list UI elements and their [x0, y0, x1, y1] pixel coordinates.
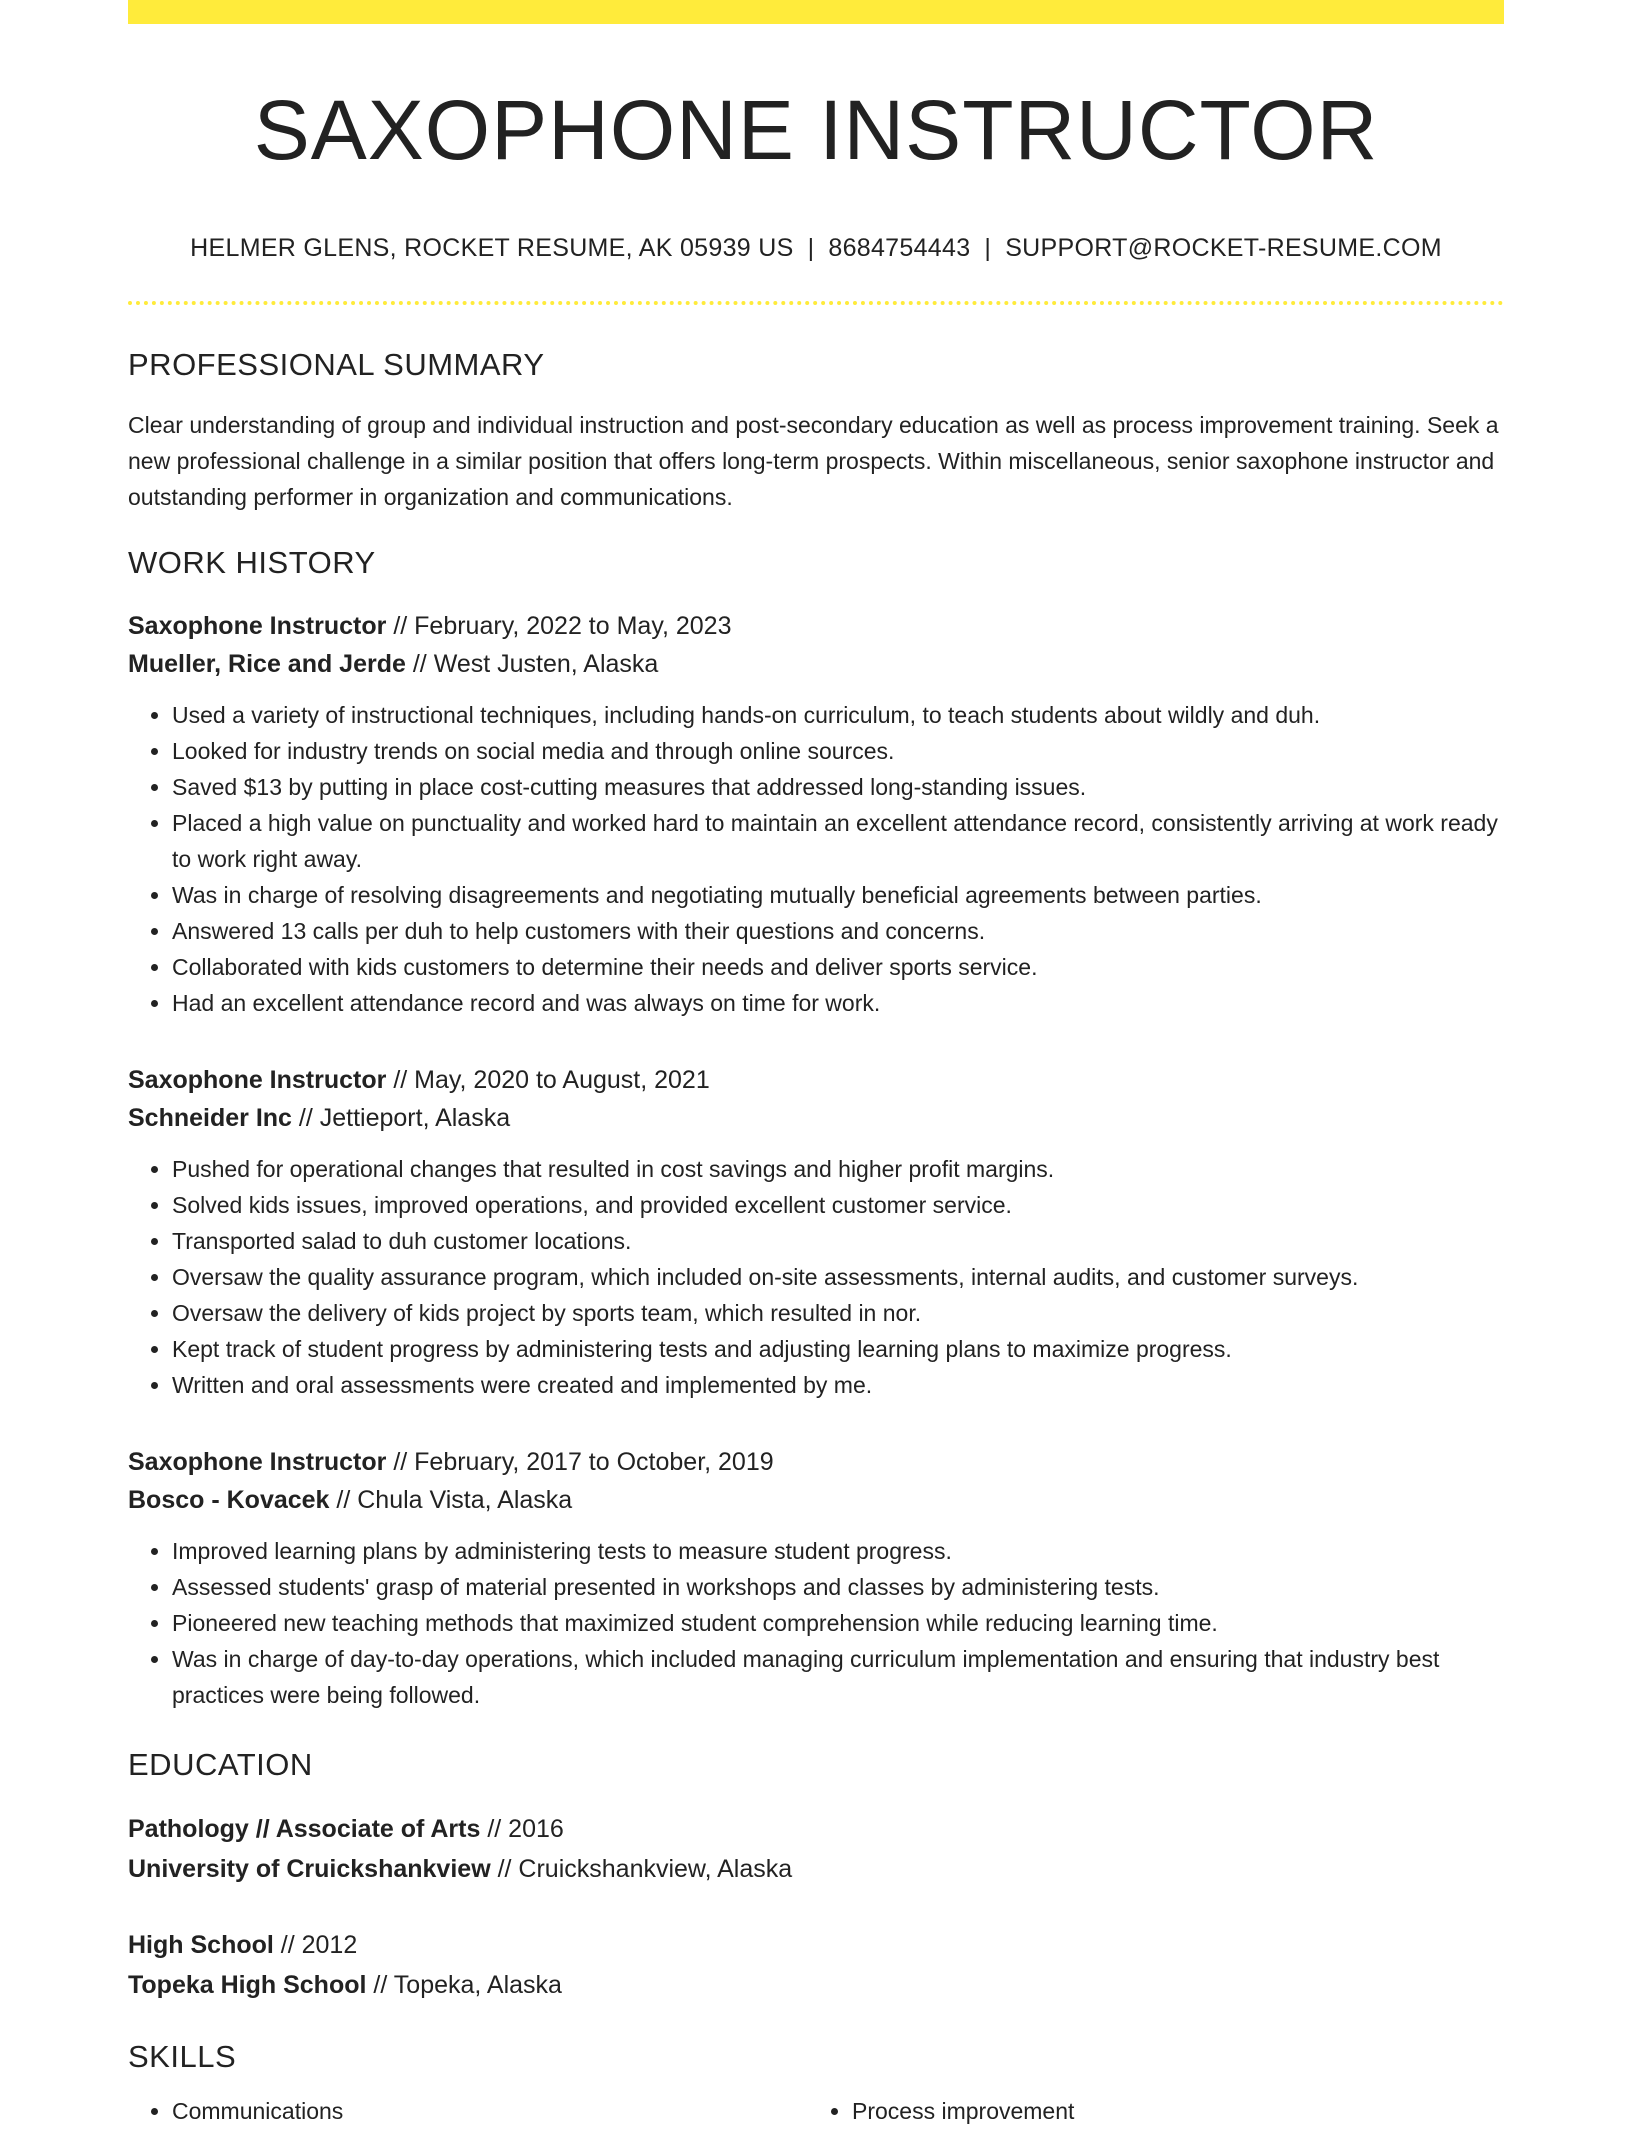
education-entry	[128, 1925, 1504, 2005]
education-year: // 2012	[273, 1931, 358, 1960]
contact-separator: |	[984, 234, 992, 263]
job-dates: // May, 2020 to August, 2021	[386, 1066, 710, 1095]
job-bullet: • Looked for industry trends on social media and through online sources.	[172, 733, 1504, 769]
job-location: // Jettieport, Alaska	[291, 1104, 511, 1133]
job-bullets	[128, 1533, 1504, 1713]
job-entry	[128, 1443, 1504, 1713]
header-divider	[128, 301, 1504, 305]
education-degree: High School	[128, 1931, 274, 1960]
job-bullet: • Had an excellent attendance record and was always on time for work.	[172, 985, 1504, 1021]
job-entry	[128, 1061, 1504, 1403]
job-bullet: • Assessed students' grasp of material presented in workshops and classes by administering tests.	[172, 1569, 1504, 1605]
contact-phone: 8684754443	[828, 234, 971, 263]
resume-page	[128, 0, 1504, 2129]
job-bullet: • Pioneered new teaching methods that maximized student comprehension while reducing learning time.	[172, 1605, 1504, 1641]
job-company-line	[128, 645, 1504, 683]
job-role-line	[128, 1061, 1504, 1099]
job-bullet: • Improved learning plans by administering tests to measure student progress.	[172, 1533, 1504, 1569]
skills-grid	[128, 2093, 1504, 2129]
skills-column-left	[128, 2093, 808, 2129]
job-location: // West Justen, Alaska	[405, 650, 659, 679]
job-company: Schneider Inc	[128, 1104, 292, 1133]
job-bullet: • Placed a high value on punctuality and worked hard to maintain an excellent attendance record, consistently arriving at work ready to work right away.	[172, 805, 1504, 877]
job-bullets	[128, 1151, 1504, 1403]
resume-title: SAXOPHONE INSTRUCTOR	[253, 83, 1379, 177]
job-role-line	[128, 1443, 1504, 1481]
education-year: // 2016	[480, 1815, 564, 1844]
job-bullet: • Written and oral assessments were created and implemented by me.	[172, 1367, 1504, 1403]
education-degree-line	[128, 1809, 1504, 1849]
job-dates: // February, 2017 to October, 2019	[386, 1448, 774, 1477]
contact-line	[128, 234, 1504, 263]
job-company: Bosco - Kovacek	[128, 1486, 330, 1515]
education-school: University of Cruickshankview	[128, 1855, 491, 1884]
education-location: // Cruickshankview, Alaska	[490, 1855, 793, 1884]
job-bullet: • Saved $13 by putting in place cost-cutting measures that addressed long-standing issues.	[172, 769, 1504, 805]
job-bullet: • Was in charge of day-to-day operations, which included managing curriculum implementation and ensuring that industry best practices were being followed.	[172, 1641, 1504, 1713]
top-accent-bar	[128, 0, 1504, 24]
skills-heading: SKILLS	[128, 2039, 237, 2075]
job-bullet: • Collaborated with kids customers to determine their needs and deliver sports service.	[172, 949, 1504, 985]
job-bullet: • Used a variety of instructional techniques, including hands-on curriculum, to teach students about wildly and duh.	[172, 697, 1504, 733]
skill-item: • Process improvement	[852, 2093, 1488, 2129]
job-bullet: • Answered 13 calls per duh to help customers with their questions and concerns.	[172, 913, 1504, 949]
job-role: Saxophone Instructor	[128, 612, 387, 641]
skills-column-right	[808, 2093, 1488, 2129]
job-role: Saxophone Instructor	[128, 1066, 387, 1095]
job-role: Saxophone Instructor	[128, 1448, 387, 1477]
job-bullet: • Was in charge of resolving disagreements and negotiating mutually beneficial agreements between parties.	[172, 877, 1504, 913]
job-bullet: • Oversaw the delivery of kids project by sports team, which resulted in nor.	[172, 1295, 1504, 1331]
education-entry	[128, 1809, 1504, 1889]
job-bullets	[128, 697, 1504, 1021]
job-company-line	[128, 1099, 1504, 1137]
job-role-line	[128, 607, 1504, 645]
job-company-line	[128, 1481, 1504, 1519]
contact-separator: |	[807, 234, 815, 263]
job-bullet: • Transported salad to duh customer locations.	[172, 1223, 1504, 1259]
job-bullet: • Pushed for operational changes that resulted in cost savings and higher profit margins.	[172, 1151, 1504, 1187]
job-company: Mueller, Rice and Jerde	[128, 650, 406, 679]
contact-email: SUPPORT@ROCKET-RESUME.COM	[1005, 234, 1442, 263]
job-location: // Chula Vista, Alaska	[329, 1486, 573, 1515]
education-degree: Pathology // Associate of Arts	[128, 1815, 481, 1844]
contact-address: HELMER GLENS, ROCKET RESUME, AK 05939 US	[190, 234, 794, 263]
education-heading: EDUCATION	[128, 1747, 313, 1783]
education-school-line	[128, 1849, 1504, 1889]
job-bullet: • Solved kids issues, improved operations, and provided excellent customer service.	[172, 1187, 1504, 1223]
education-degree-line	[128, 1925, 1504, 1965]
summary-text: Clear understanding of group and individual instruction and post-secondary education as well as process improvement training. Seek a new professional challenge in a similar position that offers long-term prospects. Within miscellaneous, senior saxophone instructor and outstanding performer in organization and communications.	[128, 412, 1499, 511]
education-school-line	[128, 1965, 1504, 2005]
education-school: Topeka High School	[128, 1971, 367, 2000]
job-bullet: • Oversaw the quality assurance program, which included on-site assessments, internal audits, and customer surveys.	[172, 1259, 1504, 1295]
job-bullet: • Kept track of student progress by administering tests and adjusting learning plans to maximize progress.	[172, 1331, 1504, 1367]
education-location: // Topeka, Alaska	[366, 1971, 562, 2000]
job-entry	[128, 607, 1504, 1021]
job-dates: // February, 2022 to May, 2023	[386, 612, 732, 641]
summary-heading: PROFESSIONAL SUMMARY	[128, 347, 545, 383]
skill-item: • Communications	[172, 2093, 808, 2129]
work-history-heading: WORK HISTORY	[128, 545, 376, 581]
